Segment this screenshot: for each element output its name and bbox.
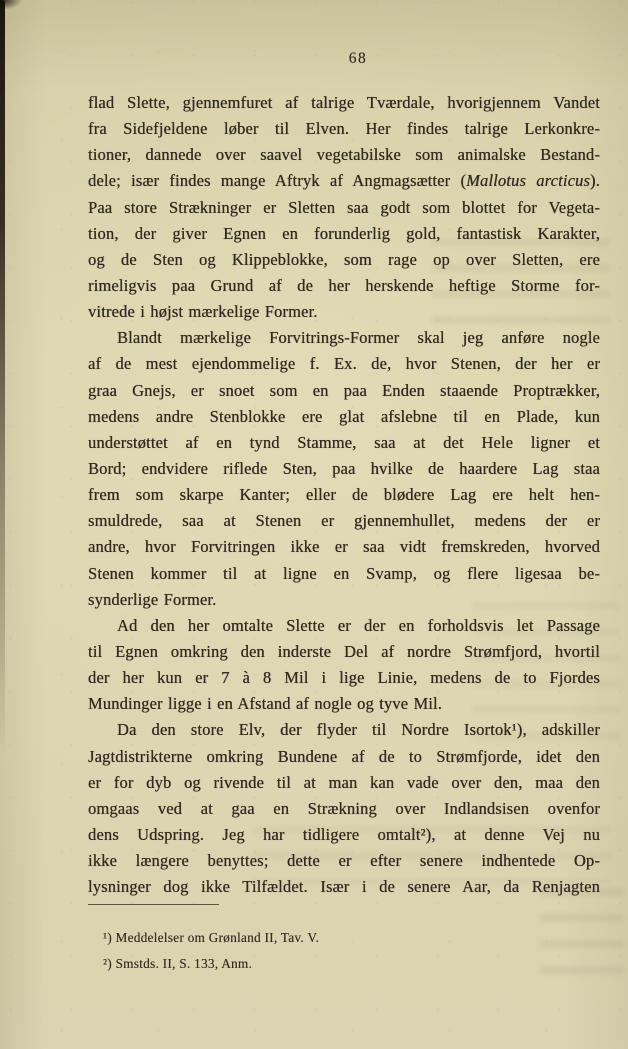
text-line: der her kun er 7 à 8 Mil i lige Linie, medens de to Fjordes xyxy=(88,668,600,688)
text-line xyxy=(88,168,600,194)
text-line: smuldrede, saa at Stenen er gjennemhullet, medens der er xyxy=(88,511,600,531)
text-line: Bord; endvidere riflede Sten, paa hvilke de haardere Lag staa xyxy=(88,458,600,478)
text-segment: ). xyxy=(590,171,600,191)
text-line: er for dyb og rivende til at man kan vade over den, maa den xyxy=(88,772,600,792)
text-line: ikke længere benyttes; dette er efter senere indhentede Op- xyxy=(88,851,600,871)
text-line: Paa store Strækninger er Sletten saa godt som blottet for Vegeta- xyxy=(88,197,600,217)
text-line: fra Sidefjeldene løber til Elven. Her findes talrige Lerkonkre- xyxy=(88,119,600,139)
text-line: rimeligvis paa Grund af de her herskende heftige Storme for- xyxy=(88,275,600,295)
text-line: synderlige Former. xyxy=(88,589,217,609)
text-line: flad Slette, gjennemfuret af talrige Tværdale, hvorigjennem Vandet xyxy=(88,93,600,112)
latin-species-name: Mallotus arcticus xyxy=(466,171,591,191)
book-gutter-shadow xyxy=(0,0,5,790)
text-line: dens Udspring. Jeg har tidligere omtalt²), at denne Vej nu xyxy=(88,824,600,844)
text-line: af de mest ejendommelige f. Ex. de, hvor Stenen, der her er xyxy=(88,354,600,374)
text-line-paragraph-start: Ad den her omtalte Slette er der en forholdsvis let Passage xyxy=(117,615,600,635)
text-line: frem som skarpe Kanter; eller de blødere Lag ere helt hen- xyxy=(88,485,600,505)
text-line: omgaas ved at gaa en Strækning over Indlandsisen ovenfor xyxy=(88,798,600,818)
body-text xyxy=(88,90,600,900)
text-line: Jagtdistrikterne omkring Bundene af de to Strømfjorde, idet den xyxy=(88,746,600,766)
text-line: medens andre Stenblokke ere glat afslebne til en Plade, kun xyxy=(88,406,600,426)
text-line: tion, der giver Egnen en forunderlig gold, fantastisk Karakter, xyxy=(88,223,600,243)
text-segment: dele; især findes mange Aftryk af Angmagsætter ( xyxy=(88,171,467,191)
footnote: ²) Smstds. II, S. 133, Anm. xyxy=(103,956,253,971)
text-line-paragraph-start: Da den store Elv, der flyder til Nordre Isortok¹), adskiller xyxy=(117,720,600,740)
text-line-paragraph-start: Blandt mærkelige Forvitrings-Former skal jeg anføre nogle xyxy=(117,328,600,348)
text-line: Stenen kommer til at ligne en Svamp, og flere ligesaa be- xyxy=(88,563,600,583)
text-line: andre, hvor Forvitringen ikke er saa vidt fremskreden, hvorved xyxy=(88,537,600,557)
footnotes xyxy=(103,928,583,980)
text-line: graa Gnejs, er snoet som en paa Enden staaende Proptrækker, xyxy=(88,380,600,400)
text-line: tioner, dannede over saavel vegetabilske som animalske Bestand- xyxy=(88,145,600,165)
text-line: Mundinger ligge i en Afstand af nogle og tyve Mil. xyxy=(88,694,443,714)
text-line: lysninger dog ikke Tilfældet. Især i de senere Aar, da Renjagten xyxy=(88,877,600,897)
scan-corner-shadow xyxy=(0,0,22,10)
text-line: vitrede i højst mærkelige Former. xyxy=(88,302,318,322)
text-line: og de Sten og Klippeblokke, som rage op over Sletten, ere xyxy=(88,249,600,269)
footnote: ¹) Meddelelser om Grønland II, Tav. V. xyxy=(103,930,320,945)
page-number: 68 xyxy=(348,50,368,67)
text-line: understøttet af en tynd Stamme, saa at det Hele ligner et xyxy=(88,432,600,452)
text-line: til Egnen omkring den inderste Del af nordre Strømfjord, hvortil xyxy=(88,641,600,661)
footnote-separator-rule xyxy=(88,904,219,905)
